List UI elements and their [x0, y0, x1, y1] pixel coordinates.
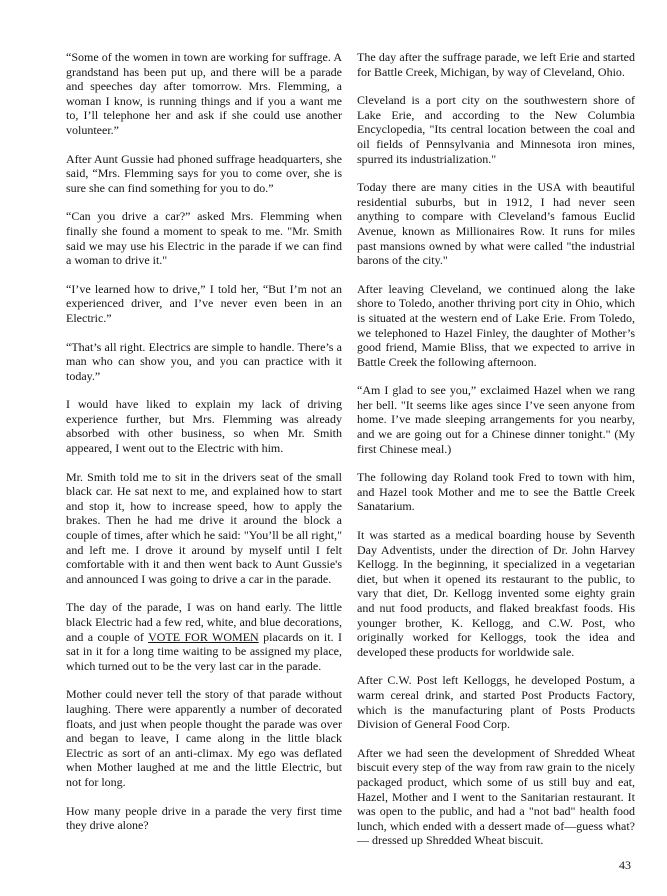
paragraph: Mother could never tell the story of that parade without laughing. There were apparently a number of decorated floats, and just when people thought the parade was over and began to leave, I came along in the little black Electric as sort of an anti-climax. My ego was deflated when Mother laughed at me and the little Electric, but not for long. — [66, 687, 342, 789]
paragraph: After Aunt Gussie had phoned suffrage headquarters, she said, “Mrs. Flemming says for you to come over, she is sure she can find something for you to do.” — [66, 151, 342, 195]
paragraph: How many people drive in a parade the very first time they drive alone? — [66, 803, 342, 833]
vote-for-women-text: VOTE FOR WOMEN — [148, 629, 259, 644]
paragraph: The day after the suffrage parade, we left Erie and started for Battle Creek, Michigan, by way of Cleveland, Ohio. — [357, 50, 635, 79]
paragraph: Mr. Smith told me to sit in the drivers seat of the small black car. He sat next to me, and explained how to start and stop it, how to increase speed, how to apply the brakes. Then he had me drive it around the block a couple of times, after which he said: "You’ll be all right," and left me. I drove it around by myself until I felt comfortable with it and then went back to Aunt Gussie's and announced I was going to drive a car in the parade. — [66, 469, 342, 586]
paragraph: Cleveland is a port city on the southwestern shore of Lake Erie, and according to the New Columbia Encyclopedia, "Its central location between the coal and oil fields of Pennsylvania and Minnesota iron mines, spurred its industrialization." — [357, 93, 635, 166]
paragraph: After C.W. Post left Kelloggs, he developed Postum, a warm cereal drink, and started Post Products Factory, which is the manufacturing plant of Posts Products Division of General Food Corp. — [357, 673, 635, 732]
paragraph: “Am I glad to see you,” exclaimed Hazel when we rang her bell. "It seems like ages since I’ve seen anyone from home. I’ve made sleeping arrangements for you nearby, and we are going out for a Chinese dinner tonight." (My first Chinese meal.) — [357, 383, 635, 456]
paragraph: Today there are many cities in the USA with beautiful residential suburbs, but in 1912, I had never seen anything to compare with Cleveland’s famous Euclid Avenue, known as Millionaires Row. It runs for miles past mansions owned by what were called "the industrial barons of the city." — [357, 180, 635, 268]
paragraph: It was started as a medical boarding house by Seventh Day Adventists, under the direction of Dr. John Harvey Kellogg. In the beginning, it specialized in a vegetarian diet, but when it opened its restaurant to the public, to vary that diet, Dr. Kellogg invented some eighty grain and nut food products, and flaked breakfast foods. His younger brother, K. Kellogg, and C.W. Post, who originally worked for Kelloggs, took the idea and developed these products for worldwide sale. — [357, 528, 635, 659]
paragraph: “Some of the women in town are working for suffrage. A grandstand has been put up, and there will be a parade and speeches day after tomorrow. Mrs. Flemming, a woman I know, is running things and if you a want me to, I’ll telephone her and ask if she could use another volunteer.” — [66, 50, 342, 137]
text-run: The day of the parade, I was on hand early. The little black Electric had a few red, white, and blue decorations, and a couple of — [66, 600, 342, 644]
page-number: 43 — [619, 858, 631, 872]
right-column — [357, 50, 635, 862]
paragraph: I would have liked to explain my lack of driving experience further, but Mrs. Flemming was already absorbed with other business, so when Mr. Smith appeared, I went out to the Electric with him. — [66, 397, 342, 456]
paragraph: “I’ve learned how to drive,” I told her, “But I’m not an experienced driver, and I’ve never even been in an Electric.” — [66, 281, 342, 325]
paragraph: After we had seen the development of Shredded Wheat biscuit every step of the way from raw grain to the nicely packaged product, which some of us still buy and eat, Hazel, Mother and I went to the Sanitarian restaurant. It was open to the public, and had a "not bad" health food lunch, which ended with a dessert made of—guess what?— dressed up Shredded Wheat biscuit. — [357, 745, 635, 848]
text-run: placards on it. I sat in it for a long time waiting to be assigned my place, which turned out to be the very last car in the parade. — [66, 629, 342, 673]
paragraph — [66, 600, 342, 673]
paragraph: After leaving Cleveland, we continued along the lake shore to Toledo, another thriving port city in Ohio, which is situated at the western end of Lake Erie. From Toledo, we telephoned to Hazel Finley, the daughter of Mother’s good friend, Mamie Bliss, that we expected to arrive in Battle Creek the following afternoon. — [357, 281, 635, 369]
paragraph: The following day Roland took Fred to town with him, and Hazel took Mother and me to see the Battle Creek Sanatarium. — [357, 470, 635, 514]
left-column — [66, 50, 342, 847]
paragraph: “That’s all right. Electrics are simple to handle. There’s a man who can show you, and you can practice with it today.” — [66, 339, 342, 383]
paragraph: “Can you drive a car?” asked Mrs. Flemming when finally she found a moment to speak to me. "Mr. Smith said we may use his Electric in the parade if we can find a woman to drive it." — [66, 209, 342, 268]
